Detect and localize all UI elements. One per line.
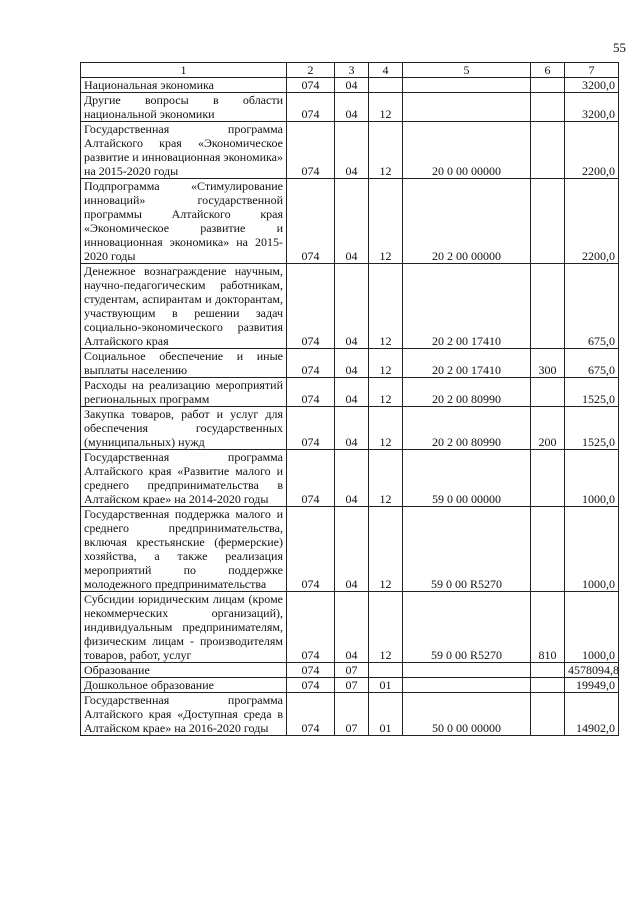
target-article-code: 20 2 00 80990	[403, 407, 531, 450]
expense-type-code	[531, 378, 565, 407]
ministry-code: 074	[287, 507, 335, 592]
subsection-code: 12	[369, 122, 403, 179]
table-row	[81, 507, 619, 592]
expense-type-code	[531, 78, 565, 93]
ministry-code: 074	[287, 349, 335, 378]
subsection-code: 12	[369, 507, 403, 592]
target-article-code: 59 0 00 00000	[403, 450, 531, 507]
amount: 3200,0	[565, 78, 619, 93]
table-row	[81, 450, 619, 507]
section-code: 04	[335, 93, 369, 122]
expense-type-code	[531, 678, 565, 693]
table-row	[81, 93, 619, 122]
ministry-code: 074	[287, 179, 335, 264]
item-name: Субсидии юридическим лицам (кроме некоммерческих организаций), индивидуальным предпринимателям, физическим лицам - производителям товаров, работ, услуг	[81, 592, 287, 663]
amount: 1525,0	[565, 407, 619, 450]
section-code: 04	[335, 592, 369, 663]
ministry-code: 074	[287, 663, 335, 678]
amount: 4578094,8	[565, 663, 619, 678]
expense-type-code	[531, 507, 565, 592]
subsection-code: 12	[369, 349, 403, 378]
subsection-code: 12	[369, 264, 403, 349]
amount: 14902,0	[565, 693, 619, 736]
section-code: 04	[335, 179, 369, 264]
table-row	[81, 693, 619, 736]
table-row	[81, 349, 619, 378]
target-article-code	[403, 78, 531, 93]
expense-type-code	[531, 179, 565, 264]
ministry-code: 074	[287, 450, 335, 507]
budget-table	[80, 62, 619, 736]
amount: 675,0	[565, 264, 619, 349]
target-article-code: 20 2 00 80990	[403, 378, 531, 407]
section-code: 04	[335, 122, 369, 179]
item-name: Национальная экономика	[81, 78, 287, 93]
amount: 1000,0	[565, 592, 619, 663]
subsection-code	[369, 78, 403, 93]
target-article-code	[403, 93, 531, 122]
amount: 2200,0	[565, 179, 619, 264]
section-code: 04	[335, 450, 369, 507]
target-article-code	[403, 678, 531, 693]
section-code: 04	[335, 507, 369, 592]
table-row	[81, 592, 619, 663]
target-article-code: 50 0 00 00000	[403, 693, 531, 736]
item-name: Образование	[81, 663, 287, 678]
table-row	[81, 663, 619, 678]
ministry-code: 074	[287, 93, 335, 122]
ministry-code: 074	[287, 592, 335, 663]
item-name: Денежное вознаграждение научным, научно-педагогическим работникам, студентам, аспирантам и докторантам, участвующим в решении задач социально-экономического развития Алтайского края	[81, 264, 287, 349]
table-row	[81, 378, 619, 407]
subsection-code: 12	[369, 179, 403, 264]
amount: 675,0	[565, 349, 619, 378]
target-article-code: 59 0 00 R5270	[403, 592, 531, 663]
column-header: 1	[81, 63, 287, 78]
column-header: 3	[335, 63, 369, 78]
page-number: 55	[613, 40, 626, 55]
item-name: Государственная программа Алтайского края «Экономическое развитие и инновационная экономика» на 2015-2020 годы	[81, 122, 287, 179]
column-header: 2	[287, 63, 335, 78]
ministry-code: 074	[287, 378, 335, 407]
target-article-code: 20 2 00 17410	[403, 264, 531, 349]
item-name: Дошкольное образование	[81, 678, 287, 693]
subsection-code: 12	[369, 592, 403, 663]
amount: 1000,0	[565, 507, 619, 592]
section-code: 04	[335, 264, 369, 349]
subsection-code: 12	[369, 450, 403, 507]
section-code: 04	[335, 349, 369, 378]
ministry-code: 074	[287, 78, 335, 93]
subsection-code: 01	[369, 678, 403, 693]
item-name: Расходы на реализацию мероприятий региональных программ	[81, 378, 287, 407]
column-header: 4	[369, 63, 403, 78]
expense-type-code	[531, 450, 565, 507]
table-row	[81, 122, 619, 179]
table-header-row	[81, 63, 619, 78]
item-name: Закупка товаров, работ и услуг для обеспечения государственных (муниципальных) нужд	[81, 407, 287, 450]
target-article-code: 20 2 00 00000	[403, 179, 531, 264]
subsection-code: 12	[369, 378, 403, 407]
item-name: Социальное обеспечение и иные выплаты населению	[81, 349, 287, 378]
section-code: 04	[335, 378, 369, 407]
column-header: 7	[565, 63, 619, 78]
column-header: 5	[403, 63, 531, 78]
expense-type-code	[531, 93, 565, 122]
table-row	[81, 678, 619, 693]
expense-type-code	[531, 693, 565, 736]
target-article-code: 20 2 00 17410	[403, 349, 531, 378]
amount: 2200,0	[565, 122, 619, 179]
column-header: 6	[531, 63, 565, 78]
expense-type-code	[531, 122, 565, 179]
expense-type-code: 810	[531, 592, 565, 663]
ministry-code: 074	[287, 122, 335, 179]
table-row	[81, 264, 619, 349]
section-code: 04	[335, 407, 369, 450]
item-name: Государственная программа Алтайского края «Развитие малого и среднего предпринимательства в Алтайском крае» на 2014-2020 годы	[81, 450, 287, 507]
subsection-code: 01	[369, 693, 403, 736]
target-article-code: 20 0 00 00000	[403, 122, 531, 179]
subsection-code: 12	[369, 407, 403, 450]
expense-type-code: 300	[531, 349, 565, 378]
table-row	[81, 78, 619, 93]
item-name: Подпрограмма «Стимулирование инноваций» государственной программы Алтайского края «Экономическое развитие и инновационная экономика» на 2015-2020 годы	[81, 179, 287, 264]
item-name: Государственная программа Алтайского края «Доступная среда в Алтайском крае» на 2016-2020 годы	[81, 693, 287, 736]
item-name: Другие вопросы в области национальной экономики	[81, 93, 287, 122]
target-article-code: 59 0 00 R5270	[403, 507, 531, 592]
item-name: Государственная поддержка малого и среднего предпринимательства, включая крестьянские (фермерские) хозяйства, а также реализация мероприятий по поддержке молодежного предпринимательства	[81, 507, 287, 592]
section-code: 04	[335, 78, 369, 93]
expense-type-code: 200	[531, 407, 565, 450]
table-row	[81, 179, 619, 264]
section-code: 07	[335, 693, 369, 736]
amount: 19949,0	[565, 678, 619, 693]
amount: 1525,0	[565, 378, 619, 407]
ministry-code: 074	[287, 693, 335, 736]
ministry-code: 074	[287, 678, 335, 693]
amount: 3200,0	[565, 93, 619, 122]
section-code: 07	[335, 678, 369, 693]
target-article-code	[403, 663, 531, 678]
subsection-code	[369, 663, 403, 678]
table-row	[81, 407, 619, 450]
subsection-code: 12	[369, 93, 403, 122]
expense-type-code	[531, 663, 565, 678]
section-code: 07	[335, 663, 369, 678]
ministry-code: 074	[287, 264, 335, 349]
amount: 1000,0	[565, 450, 619, 507]
ministry-code: 074	[287, 407, 335, 450]
expense-type-code	[531, 264, 565, 349]
